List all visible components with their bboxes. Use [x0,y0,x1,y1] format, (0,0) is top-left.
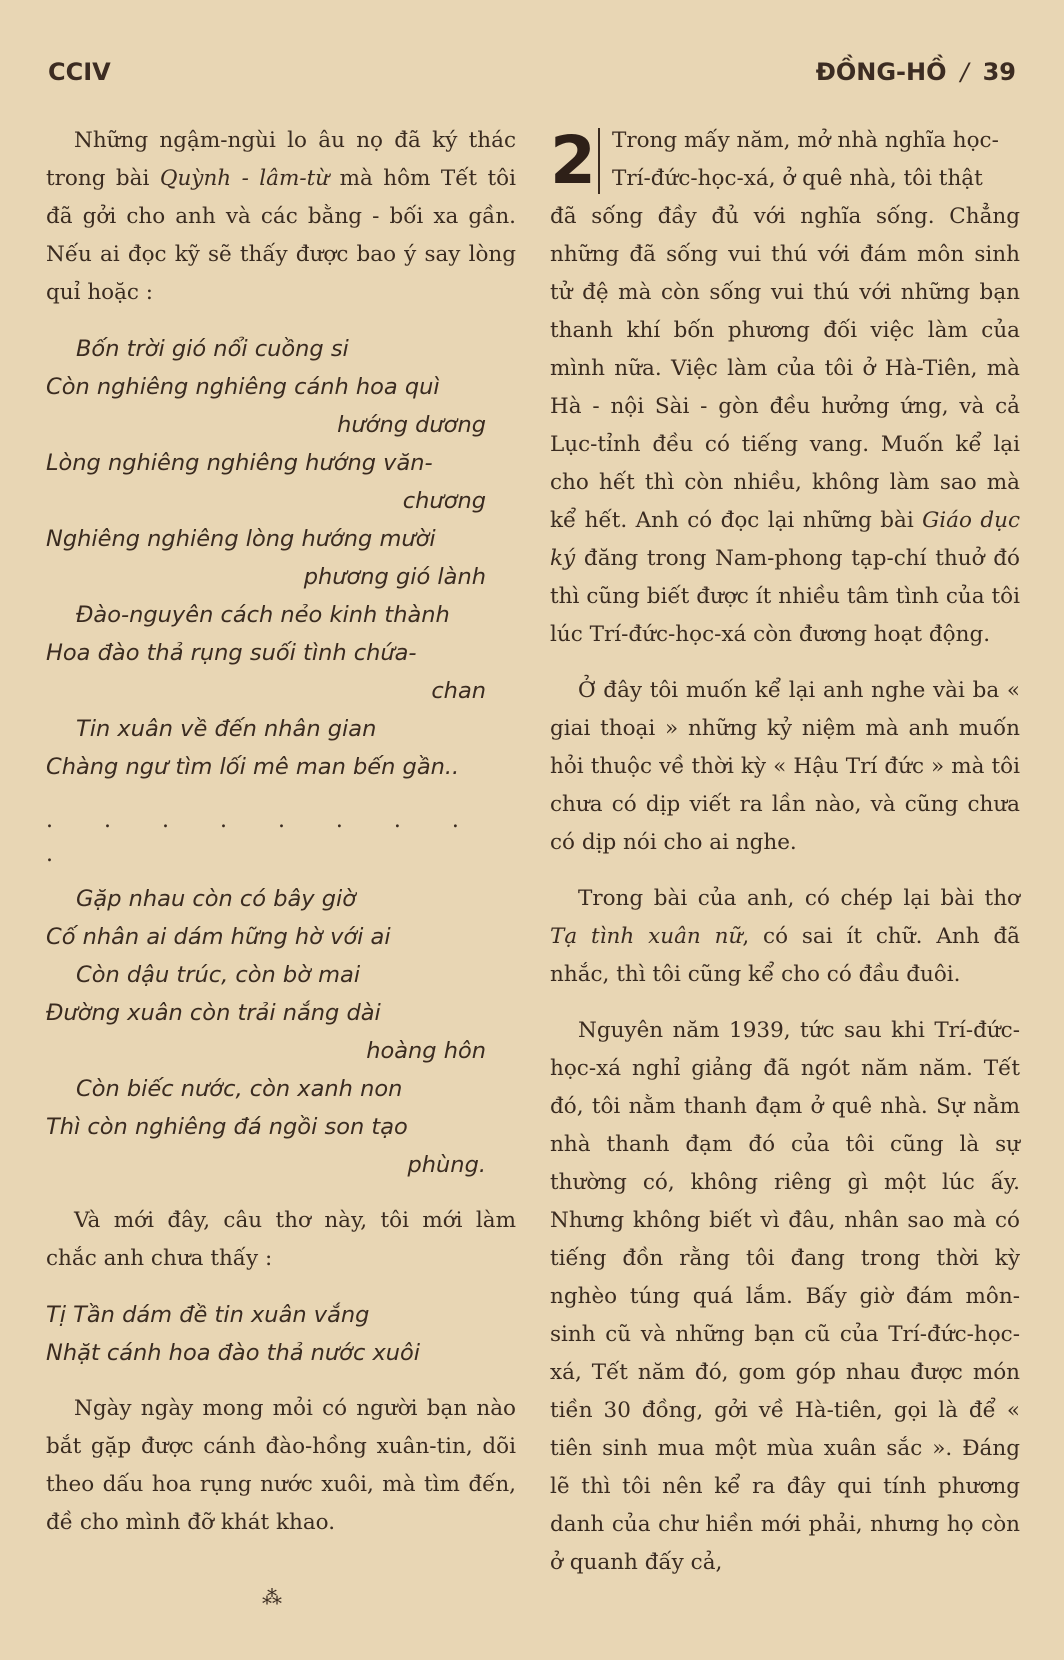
paragraph-2: Ở đây tôi muốn kể lại anh nghe vài ba « giai thoại » những kỷ niệm mà anh muốn hỏi thuộc về thời kỳ « Hậu Trí đức » mà tôi chưa có dịp viết ra lần nào, và cũng chưa có dịp nói cho ai nghe. [550,678,1020,855]
mid-paragraph: Và mới đây, câu thơ này, tôi mới làm chắc anh chưa thấy : [46,1208,516,1271]
ellipsis-divider: . . . . . . . . . [46,808,481,867]
poem-line: Bốn trời gió nổi cuồng si [76,336,349,362]
poem-stanza-3 [46,1296,516,1372]
poem-line: Lòng nghiêng nghiêng hướng văn- [46,450,433,476]
section-opening [550,122,1020,198]
opening-line-1: Trong mấy năm, mở nhà nghĩa học- [612,128,999,153]
poem-line: Nghiêng nghiêng lòng hướng mười [46,526,436,552]
poem-line: Hoa đào thả rụng suối tình chứa- [46,640,417,666]
poem-line: Cố nhân ai dám hững hờ với ai [46,924,391,950]
opening-line-2: Trí-đức-học-xá, ở quê nhà, tôi thật [612,166,983,191]
poem-line: Nhặt cánh hoa đào thả nước xuôi [46,1340,421,1366]
poem-line: Chàng ngư tìm lối mê man bến gần.. [46,754,460,780]
title-giao-duc-ky: Giáo dục ký [550,508,1020,571]
poem-title-ta-tinh-xuan-nu: Tạ tình xuân nữ [550,924,743,949]
poem-line: Gặp nhau còn có bây giờ [76,886,357,912]
poem-stanza-2 [46,880,516,1184]
intro-text-2: trong bài [46,166,160,191]
poem-line: Còn nghiêng nghiêng cánh hoa quì [46,374,440,400]
poem-line: chương [402,488,486,514]
paragraph-3 [550,880,1020,994]
intro-text-1: Những ngậm-ngùi lo âu nọ đã ký thác [74,128,516,153]
poem-line: Tin xuân về đến nhân gian [76,716,377,742]
paragraph-1 [550,198,1020,654]
header-right [816,58,1016,86]
poem-title-quynh-lam-tu: Quỳnh - lâm-từ [159,166,330,191]
poem-line: chan [431,678,486,704]
poem-line: hoàng hôn [366,1038,486,1064]
poem-line: Đường xuân còn trải nắng dài [46,1000,381,1026]
outro-paragraph: Ngày ngày mong mỏi có người bạn nào bắt gặp được cánh đào-hồng xuân-tin, dõi theo dấu hoa rụng nước xuôi, mà tìm đến, đề cho mình đỡ khát khao. [46,1396,516,1535]
poem-line: phùng. [407,1152,486,1178]
right-column [550,122,1020,1600]
dropcap-rule [598,128,600,194]
section-ornament: ⁂ [262,1585,282,1609]
dropcap-lines [550,122,1020,198]
header-separator: / [960,58,969,86]
running-header [48,58,1016,98]
poem-line: phương gió lành [303,564,486,590]
poem-line: hướng dương [337,412,486,438]
paragraph-3-end: , có sai ít chữ. Anh đã nhắc, thì tôi cũng kể cho có đầu đuôi. [550,924,1020,987]
poem-stanza-1 [46,330,516,786]
chapter-label: CCIV [48,58,111,86]
paragraph-1-text: đã sống đầy đủ với nghĩa sống. Chẳng những đã sống vui thú với đám môn sinh tử đệ mà còn sống vui thú với những bạn thanh khí bốn phương đối việc làm của mình nữa. Việc làm của tôi ở Hà-Tiên, mà Hà - nội Sài - gòn đều hưởng ứng, và cả Lục-tỉnh đều có tiếng vang. Muốn kể lại cho hết thì còn nhiều, không làm sao mà kể hết. Anh có đọc lại những bài [550,204,1020,533]
running-title: ĐỒNG-HỒ [815,58,947,86]
poem-line: Tị Tần dám đề tin xuân vắng [46,1302,370,1328]
paragraph-4: Nguyên năm 1939, tức sau khi Trí-đức-học-xá nghỉ giảng đã ngót năm năm. Tết đó, tôi nằm thanh đạm ở quê nhà. Sự nằm nhà thanh đạm đó của tôi cũng là sự thường có, không riêng gì một lúc ấy. Nhưng không biết vì đâu, nhân sao mà có tiếng đồn rằng tôi đang trong thời kỳ nghèo túng quá lắm. Bấy giờ đám môn-sinh cũ và những bạn cũ của Trí-đức-học-xá, Tết năm đó, gom góp nhau được món tiền 30 đồng, gởi về Hà-tiên, gọi là để « tiên sinh mua một mùa xuân sắc ». Đáng lẽ thì tôi nên kể ra đây qui tính phương danh của chư hiền mới phải, nhưng họ còn ở quanh đấy cả, [550,1018,1020,1575]
left-column [46,122,516,1560]
intro-text-3: mà hôm Tết tôi đã gởi cho anh và các bằng - bối xa gần. Nếu ai đọc kỹ sẽ thấy được bao ý say lòng quỉ hoặc : [46,166,516,305]
poem-line: Đào-nguyên cách nẻo kinh thành [76,602,450,628]
poem-line: Còn dậu trúc, còn bờ mai [76,962,361,988]
paragraph-1-end: đăng trong Nam-phong tạp-chí thuở đó thì cũng biết được ít nhiều tâm tình của tôi lúc Trí-đức-học-xá còn đương hoạt động. [550,546,1020,647]
page-number: 39 [982,58,1016,86]
paragraph-3-text: Trong bài của anh, có chép lại bài thơ [578,886,1020,911]
poem-line: Còn biếc nước, còn xanh non [76,1076,403,1102]
poem-line: Thì còn nghiêng đá ngồi son tạo [46,1114,408,1140]
section-number-dropcap: 2 [550,122,596,199]
intro-paragraph [46,122,516,312]
